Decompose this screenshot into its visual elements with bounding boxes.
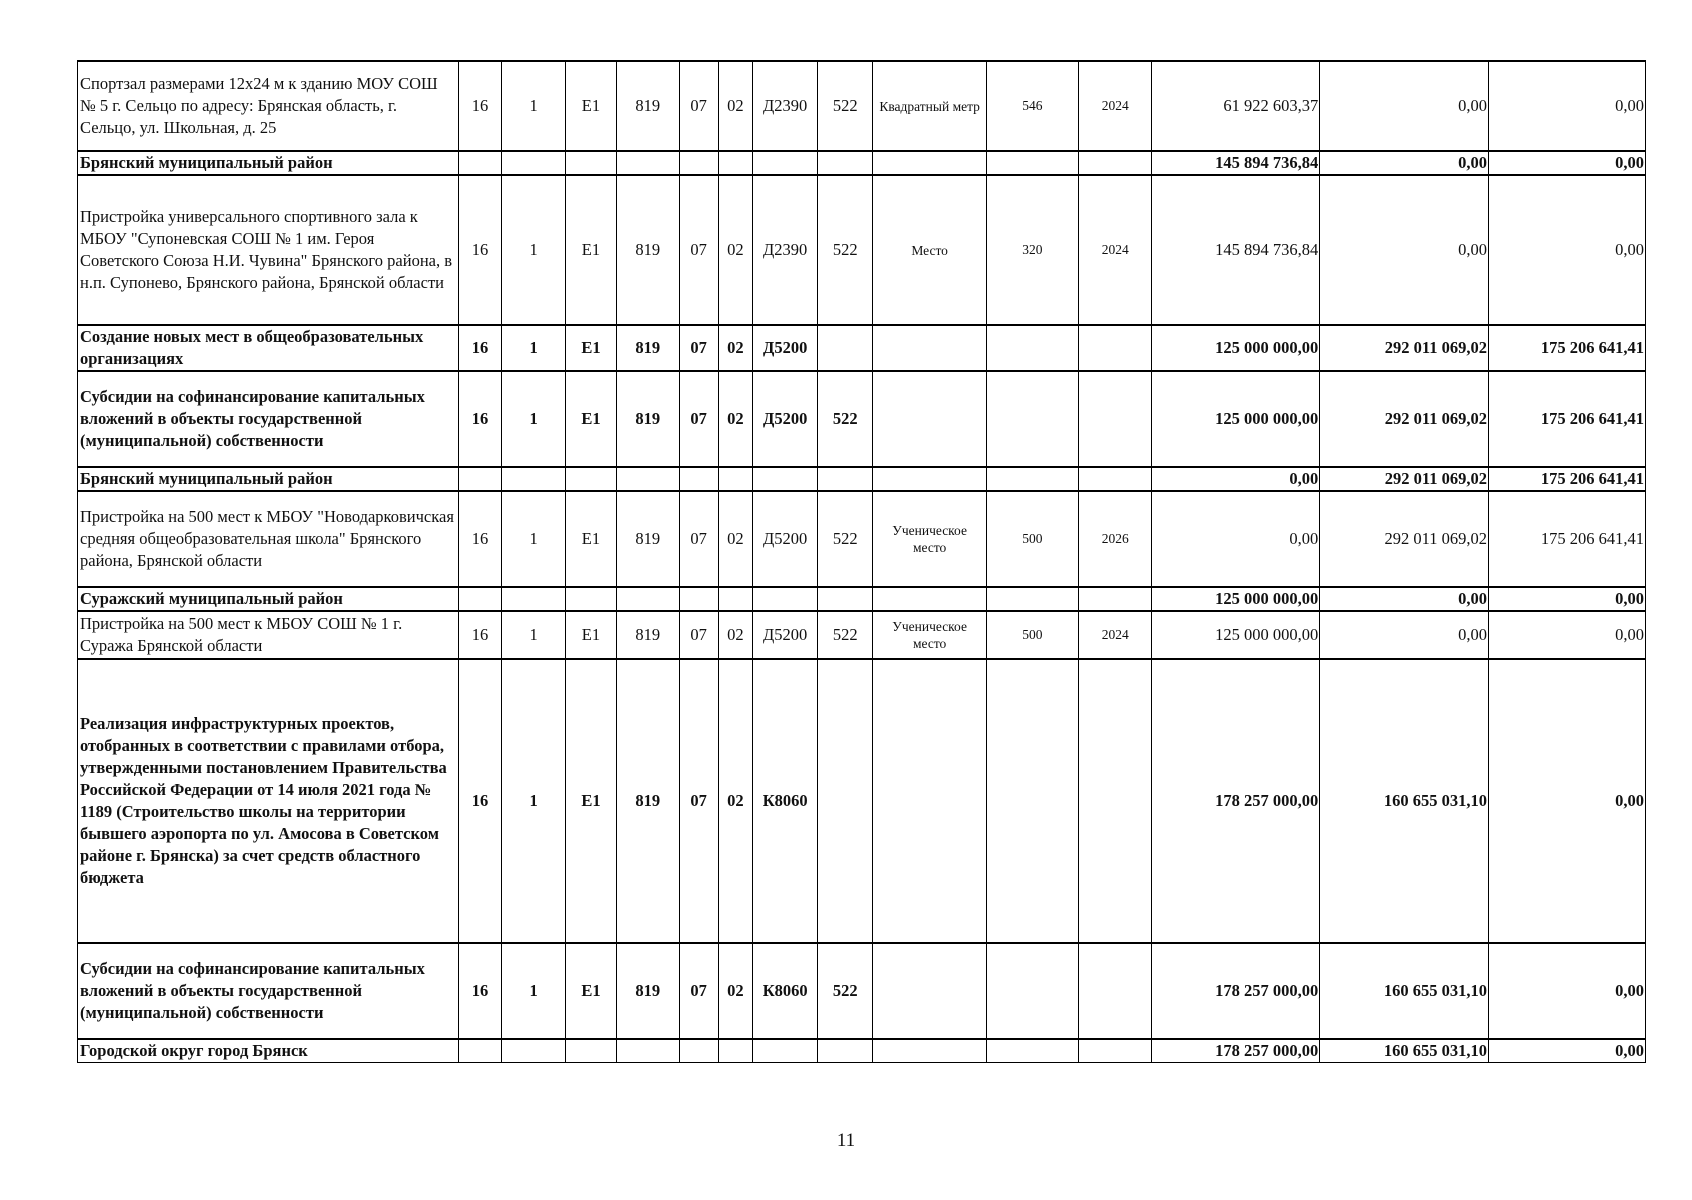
- cell-c7: Д5200: [753, 491, 818, 587]
- cell-c6: 02: [718, 371, 753, 467]
- budget-table: [77, 60, 1646, 1063]
- cell-sum-3: 175 206 641,41: [1489, 491, 1646, 587]
- cell-unit: [873, 325, 987, 371]
- cell-c8: [818, 1039, 873, 1063]
- cell-c5: [679, 467, 718, 491]
- cell-sum-3: 0,00: [1489, 611, 1646, 659]
- cell-sum-1: 125 000 000,00: [1152, 371, 1320, 467]
- cell-c3: E1: [566, 491, 617, 587]
- cell-c4: 819: [616, 659, 679, 943]
- cell-c5: [679, 587, 718, 611]
- cell-year: [1078, 587, 1152, 611]
- cell-c5: 07: [679, 611, 718, 659]
- cell-sum-2: 0,00: [1320, 151, 1489, 175]
- cell-c6: [718, 587, 753, 611]
- cell-sum-1: 125 000 000,00: [1152, 325, 1320, 371]
- cell-sum-3: 175 206 641,41: [1489, 467, 1646, 491]
- cell-qty: [986, 151, 1078, 175]
- cell-c1: [458, 1039, 501, 1063]
- cell-c3: E1: [566, 61, 617, 151]
- cell-c6: [718, 151, 753, 175]
- cell-c7: [753, 151, 818, 175]
- cell-c2: 1: [502, 491, 566, 587]
- cell-c7: [753, 587, 818, 611]
- cell-sum-2: 292 011 069,02: [1320, 491, 1489, 587]
- cell-c4: [616, 587, 679, 611]
- cell-c8: 522: [818, 175, 873, 325]
- cell-c2: [502, 151, 566, 175]
- cell-c5: 07: [679, 325, 718, 371]
- cell-year: 2024: [1078, 61, 1152, 151]
- cell-unit: Место: [873, 175, 987, 325]
- cell-c8: 522: [818, 491, 873, 587]
- cell-year: [1078, 943, 1152, 1039]
- cell-c5: 07: [679, 943, 718, 1039]
- cell-unit: Квадратный метр: [873, 61, 987, 151]
- cell-c4: 819: [616, 61, 679, 151]
- cell-c2: 1: [502, 325, 566, 371]
- cell-sum-2: 0,00: [1320, 611, 1489, 659]
- cell-qty: [986, 325, 1078, 371]
- cell-c8: [818, 151, 873, 175]
- cell-c6: [718, 467, 753, 491]
- cell-sum-2: 0,00: [1320, 175, 1489, 325]
- cell-c5: 07: [679, 491, 718, 587]
- cell-c4: 819: [616, 611, 679, 659]
- cell-year: 2026: [1078, 491, 1152, 587]
- cell-sum-3: 0,00: [1489, 61, 1646, 151]
- table-row: [78, 1039, 1646, 1063]
- cell-year: [1078, 659, 1152, 943]
- cell-c4: 819: [616, 175, 679, 325]
- row-name: Пристройка на 500 мест к МБОУ "Новодарковичская средняя общеобразовательная школа" Брянского района, Брянской области: [78, 491, 459, 587]
- cell-c7: К8060: [753, 943, 818, 1039]
- cell-c6: 02: [718, 659, 753, 943]
- cell-sum-2: 292 011 069,02: [1320, 325, 1489, 371]
- cell-unit: [873, 371, 987, 467]
- cell-c7: Д5200: [753, 371, 818, 467]
- cell-c1: 16: [458, 491, 501, 587]
- cell-qty: [986, 659, 1078, 943]
- cell-c8: [818, 467, 873, 491]
- cell-sum-1: 178 257 000,00: [1152, 943, 1320, 1039]
- cell-c6: 02: [718, 61, 753, 151]
- cell-sum-3: 0,00: [1489, 151, 1646, 175]
- row-name: Создание новых мест в общеобразовательных организациях: [78, 325, 459, 371]
- cell-qty: [986, 371, 1078, 467]
- cell-c6: 02: [718, 943, 753, 1039]
- cell-c4: 819: [616, 371, 679, 467]
- cell-c6: 02: [718, 175, 753, 325]
- table-row: [78, 371, 1646, 467]
- table-row: [78, 467, 1646, 491]
- cell-c1: 16: [458, 611, 501, 659]
- cell-sum-1: 178 257 000,00: [1152, 1039, 1320, 1063]
- cell-year: 2024: [1078, 611, 1152, 659]
- cell-c1: [458, 151, 501, 175]
- cell-c8: 522: [818, 61, 873, 151]
- cell-year: [1078, 467, 1152, 491]
- row-name: Брянский муниципальный район: [78, 151, 459, 175]
- cell-sum-1: 0,00: [1152, 491, 1320, 587]
- cell-c6: 02: [718, 611, 753, 659]
- cell-sum-2: 292 011 069,02: [1320, 371, 1489, 467]
- cell-c2: 1: [502, 659, 566, 943]
- cell-unit: Ученическое место: [873, 491, 987, 587]
- cell-c5: 07: [679, 659, 718, 943]
- cell-c3: [566, 587, 617, 611]
- cell-sum-3: 175 206 641,41: [1489, 325, 1646, 371]
- cell-sum-1: 145 894 736,84: [1152, 175, 1320, 325]
- cell-c4: [616, 151, 679, 175]
- cell-c1: 16: [458, 943, 501, 1039]
- table-row: [78, 61, 1646, 151]
- cell-c3: E1: [566, 371, 617, 467]
- cell-sum-3: 175 206 641,41: [1489, 371, 1646, 467]
- cell-c6: 02: [718, 491, 753, 587]
- cell-sum-3: 0,00: [1489, 659, 1646, 943]
- cell-c4: 819: [616, 325, 679, 371]
- cell-c7: Д5200: [753, 325, 818, 371]
- cell-c1: 16: [458, 659, 501, 943]
- cell-c8: 522: [818, 943, 873, 1039]
- row-name: Субсидии на софинансирование капитальных вложений в объекты государственной (муниципальной) собственности: [78, 371, 459, 467]
- cell-c1: 16: [458, 325, 501, 371]
- table-row: [78, 175, 1646, 325]
- cell-c8: 522: [818, 371, 873, 467]
- cell-c8: [818, 587, 873, 611]
- cell-c5: 07: [679, 61, 718, 151]
- cell-sum-3: 0,00: [1489, 175, 1646, 325]
- row-name: Городской округ город Брянск: [78, 1039, 459, 1063]
- cell-unit: [873, 151, 987, 175]
- page-number: 11: [836, 1130, 856, 1151]
- cell-qty: 320: [986, 175, 1078, 325]
- cell-c2: 1: [502, 371, 566, 467]
- row-name: Субсидии на софинансирование капитальных вложений в объекты государственной (муниципальной) собственности: [78, 943, 459, 1039]
- cell-c5: [679, 151, 718, 175]
- table-row: [78, 611, 1646, 659]
- cell-c2: [502, 587, 566, 611]
- cell-unit: [873, 587, 987, 611]
- row-name: Пристройка универсального спортивного зала к МБОУ "Супоневская СОШ № 1 им. Героя Советского Союза Н.И. Чувина" Брянского района, в н.п. Супонево, Брянского района, Брянской области: [78, 175, 459, 325]
- cell-c5: 07: [679, 371, 718, 467]
- table-row: [78, 587, 1646, 611]
- cell-unit: [873, 659, 987, 943]
- cell-unit: [873, 1039, 987, 1063]
- cell-c1: [458, 587, 501, 611]
- cell-c2: 1: [502, 175, 566, 325]
- cell-c4: [616, 467, 679, 491]
- cell-sum-3: 0,00: [1489, 943, 1646, 1039]
- cell-c4: [616, 1039, 679, 1063]
- cell-sum-2: 292 011 069,02: [1320, 467, 1489, 491]
- cell-unit: [873, 467, 987, 491]
- cell-c1: [458, 467, 501, 491]
- table-row: [78, 491, 1646, 587]
- cell-sum-3: 0,00: [1489, 1039, 1646, 1063]
- cell-c2: [502, 1039, 566, 1063]
- cell-qty: [986, 1039, 1078, 1063]
- cell-c8: 522: [818, 611, 873, 659]
- cell-c1: 16: [458, 371, 501, 467]
- cell-c7: Д2390: [753, 175, 818, 325]
- cell-year: [1078, 325, 1152, 371]
- cell-c2: [502, 467, 566, 491]
- cell-c1: 16: [458, 61, 501, 151]
- cell-c3: E1: [566, 659, 617, 943]
- cell-year: 2024: [1078, 175, 1152, 325]
- cell-sum-3: 0,00: [1489, 587, 1646, 611]
- table-row: [78, 659, 1646, 943]
- cell-sum-1: 125 000 000,00: [1152, 587, 1320, 611]
- cell-unit: [873, 943, 987, 1039]
- cell-qty: [986, 467, 1078, 491]
- cell-unit: Ученическое место: [873, 611, 987, 659]
- cell-sum-1: 0,00: [1152, 467, 1320, 491]
- cell-year: [1078, 1039, 1152, 1063]
- row-name: Суражский муниципальный район: [78, 587, 459, 611]
- table-row: [78, 943, 1646, 1039]
- cell-c3: [566, 1039, 617, 1063]
- cell-c7: Д5200: [753, 611, 818, 659]
- cell-sum-2: 0,00: [1320, 587, 1489, 611]
- row-name: Пристройка на 500 мест к МБОУ СОШ № 1 г. Суража Брянской области: [78, 611, 459, 659]
- cell-c3: [566, 151, 617, 175]
- cell-sum-2: 0,00: [1320, 61, 1489, 151]
- cell-c7: К8060: [753, 659, 818, 943]
- cell-c4: 819: [616, 491, 679, 587]
- cell-sum-1: 145 894 736,84: [1152, 151, 1320, 175]
- table-row: [78, 151, 1646, 175]
- cell-c2: 1: [502, 61, 566, 151]
- cell-c5: 07: [679, 175, 718, 325]
- cell-c3: E1: [566, 325, 617, 371]
- cell-c5: [679, 1039, 718, 1063]
- cell-sum-1: 125 000 000,00: [1152, 611, 1320, 659]
- cell-qty: 500: [986, 491, 1078, 587]
- cell-sum-2: 160 655 031,10: [1320, 659, 1489, 943]
- cell-qty: 546: [986, 61, 1078, 151]
- cell-qty: [986, 587, 1078, 611]
- cell-sum-2: 160 655 031,10: [1320, 1039, 1489, 1063]
- row-name: Брянский муниципальный район: [78, 467, 459, 491]
- cell-c7: [753, 467, 818, 491]
- cell-c2: 1: [502, 943, 566, 1039]
- cell-c3: E1: [566, 175, 617, 325]
- cell-c7: Д2390: [753, 61, 818, 151]
- row-name: Реализация инфраструктурных проектов, отобранных в соответствии с правилами отбора, утвержденными постановлением Правительства Российской Федерации от 14 июля 2021 года № 1189 (Строительство школы на территории бывшего аэропорта по ул. Амосова в Советском районе г. Брянска) за счет средств областного бюджета: [78, 659, 459, 943]
- cell-c1: 16: [458, 175, 501, 325]
- cell-c6: 02: [718, 325, 753, 371]
- cell-c6: [718, 1039, 753, 1063]
- cell-sum-2: 160 655 031,10: [1320, 943, 1489, 1039]
- cell-c3: [566, 467, 617, 491]
- cell-c8: [818, 325, 873, 371]
- cell-sum-1: 178 257 000,00: [1152, 659, 1320, 943]
- cell-sum-1: 61 922 603,37: [1152, 61, 1320, 151]
- cell-year: [1078, 151, 1152, 175]
- cell-c7: [753, 1039, 818, 1063]
- row-name: Спортзал размерами 12х24 м к зданию МОУ СОШ № 5 г. Сельцо по адресу: Брянская область, г. Сельцо, ул. Школьная, д. 25: [78, 61, 459, 151]
- table-row: [78, 325, 1646, 371]
- cell-c2: 1: [502, 611, 566, 659]
- cell-year: [1078, 371, 1152, 467]
- cell-c8: [818, 659, 873, 943]
- cell-qty: [986, 943, 1078, 1039]
- cell-qty: 500: [986, 611, 1078, 659]
- cell-c3: E1: [566, 611, 617, 659]
- cell-c4: 819: [616, 943, 679, 1039]
- cell-c3: E1: [566, 943, 617, 1039]
